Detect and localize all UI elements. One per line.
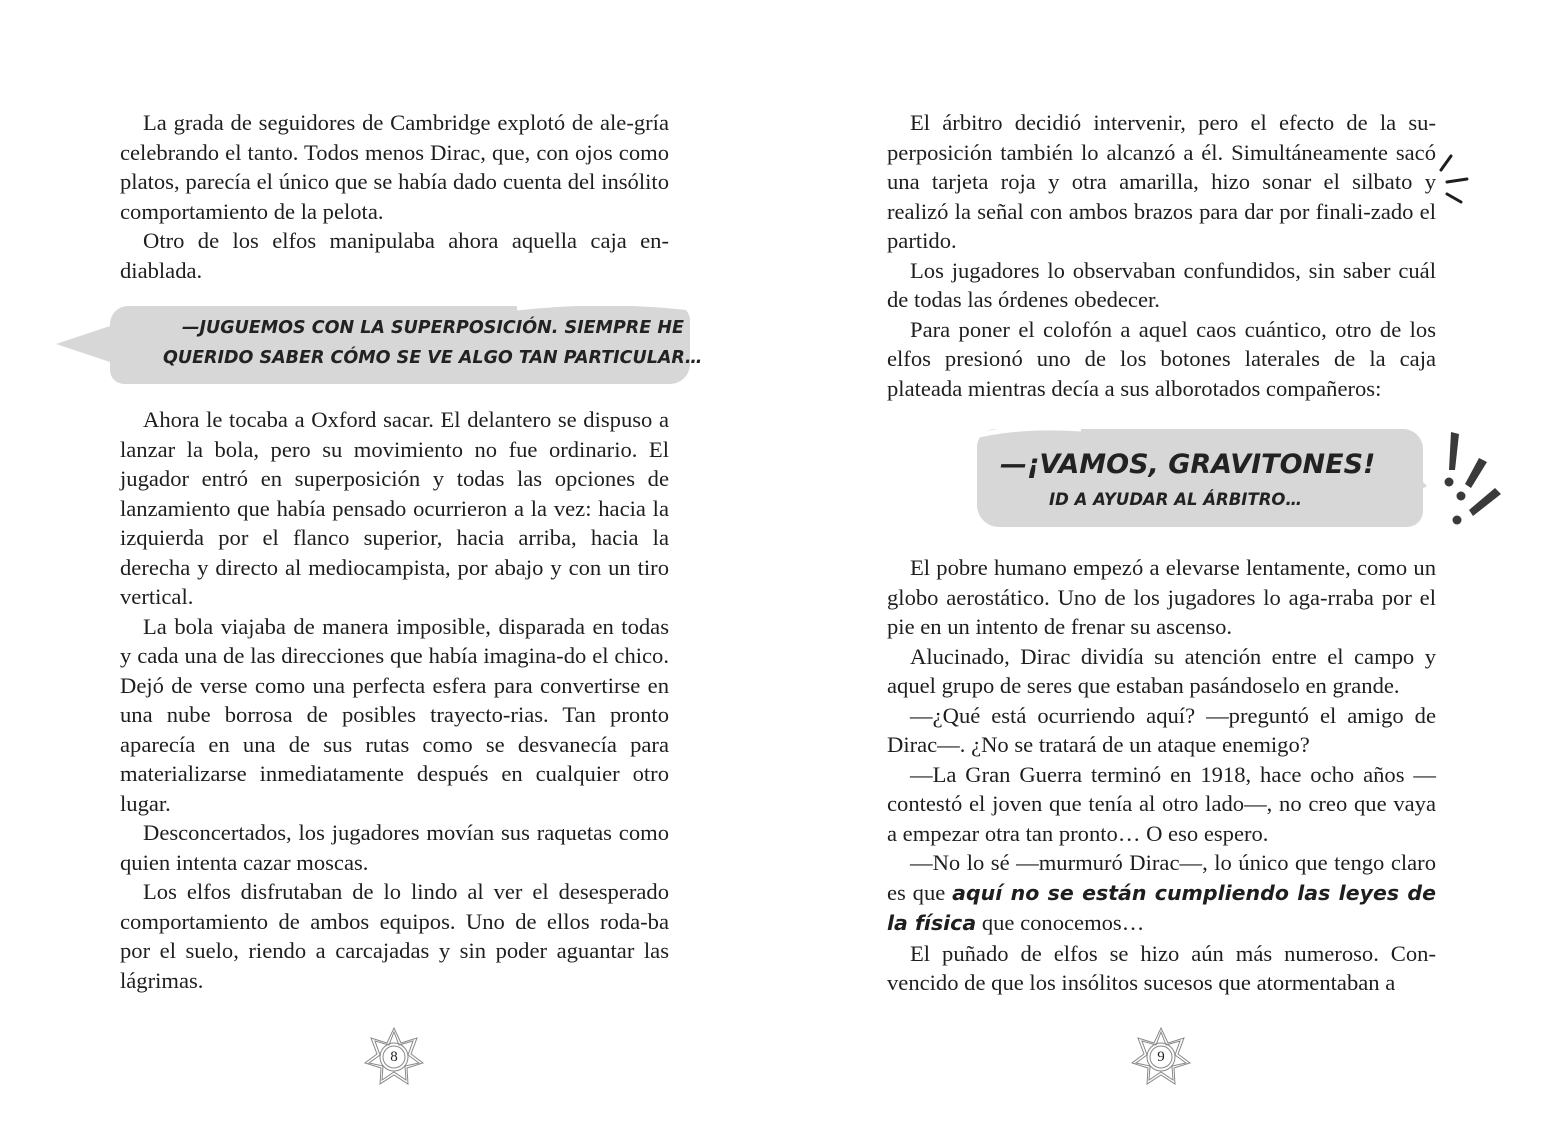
paragraph: El puñado de elfos se hizo aún más numeroso. Con-vencido de que los insólitos sucesos que atormentaban a (887, 940, 1436, 995)
paragraph-with-emphasis (887, 848, 1436, 939)
speech-bubble-line-1: —¡VAMOS, GRAVITONES! (1000, 449, 1376, 480)
emphasis-text: aquí no se están cumpliendo las leyes de la física (887, 880, 1436, 935)
bubble-shine-stroke (975, 425, 1085, 439)
left-page (0, 0, 777, 1125)
right-text-top (887, 108, 1436, 403)
speech-bubble-line-2: QUERIDO SABER CÓMO SE VE ALGO TAN PARTICULAR… (163, 348, 703, 368)
speech-bubble-tail (1407, 462, 1427, 502)
paragraph: El árbitro decidió intervenir, pero el efecto de la su-perposición también lo alcanzó a él. Simultáneamente sacó una tarjeta roja y otra amarilla, hizo sonar el silbato y realizó la señal con ambos brazos para dar por finali-zado el partido. (887, 110, 1436, 253)
left-text-top (120, 108, 669, 285)
paragraph: —La Gran Guerra terminó en 1918, hace ocho años —contestó el joven que tenía al otro lado—, no creo que vaya a empezar otra tan pronto… O eso espero. (887, 761, 1436, 846)
paragraph: La bola viajaba de manera imposible, disparada en todas y cada una de las direcciones que había imagina-do el chico. Dejó de verse como una perfecta esfera para convertirse en una nube borrosa de posibles trayecto-rias. Tan pronto aparecía en una de sus rutas como se desvanecía para materializarse inmediatamente después en cualquier otro lugar. (120, 613, 669, 816)
page-number-ornament (1130, 1026, 1192, 1088)
whistle-sound-lines-icon (1437, 152, 1477, 208)
paragraph: La grada de seguidores de Cambridge explotó de ale-gría celebrando el tanto. Todos menos Dirac, que, con ojos como platos, parecía el único que se había dado cuenta del insólito comportamiento de la pelota. (120, 110, 669, 224)
paragraph: Ahora le tocaba a Oxford sacar. El delantero se dispuso a lanzar la bola, pero su movimiento no fue ordinario. El jugador entró en superposición y todas las opciones de lanzamiento que había pensado ocurrieron a la vez: hacia la izquierda por el flanco superior, hacia arriba, hacia la derecha y directo al mediocampista, por abajo y con un tiro vertical. (120, 407, 669, 609)
speech-bubble-line-1: —JUGUEMOS CON LA SUPERPOSICIÓN. SIEMPRE HE (182, 318, 684, 338)
paragraph: Otro de los elfos manipulaba ahora aquella caja en-diablada. (120, 228, 669, 283)
paragraph: Los jugadores lo observaban confundidos, sin saber cuál de todas las órdenes obedecer. (887, 257, 1436, 312)
bubble-shine-stroke (515, 300, 695, 314)
paragraph-text: —No lo sé —murmuró Dirac—, lo único que tengo claro es que (887, 850, 1436, 905)
page-number: 9 (1157, 1049, 1165, 1065)
paragraph: Alucinado, Dirac dividía su atención entre el campo y aquel grupo de seres que estaban pasándoselo en grande. (887, 643, 1436, 698)
paragraph: Los elfos disfrutaban de lo lindo al ver el desesperado comportamiento de ambos equipos. Uno de ellos roda-ba por el suelo, riendo a carcajadas y sin poder aguantar las lágrimas. (120, 879, 669, 993)
left-text-bottom (120, 405, 669, 995)
page-number: 8 (390, 1049, 398, 1065)
paragraph: El pobre humano empezó a elevarse lentamente, como un globo aerostático. Uno de los jugadores lo aga-rraba por el pie en un intento de frenar su ascenso. (887, 555, 1436, 639)
exclamation-marks-icon (1437, 430, 1507, 530)
page-number-ornament (363, 1026, 425, 1088)
right-page (777, 0, 1555, 1125)
paragraph: Para poner el colofón a aquel caos cuántico, otro de los elfos presionó uno de los botones laterales de la caja plateada mientras decía a sus alborotados compañeros: (887, 316, 1436, 401)
right-text-bottom (887, 553, 1436, 998)
speech-bubble-line-2: ID A AYUDAR AL ÁRBITRO… (1049, 490, 1302, 509)
paragraph-text: que conocemos… (976, 910, 1145, 935)
paragraph: —¿Qué está ocurriendo aquí? —preguntó el amigo de Dirac—. ¿No se tratará de un ataque enemigo? (887, 702, 1436, 757)
paragraph: Desconcertados, los jugadores movían sus raquetas como quien intenta cazar moscas. (120, 820, 669, 875)
